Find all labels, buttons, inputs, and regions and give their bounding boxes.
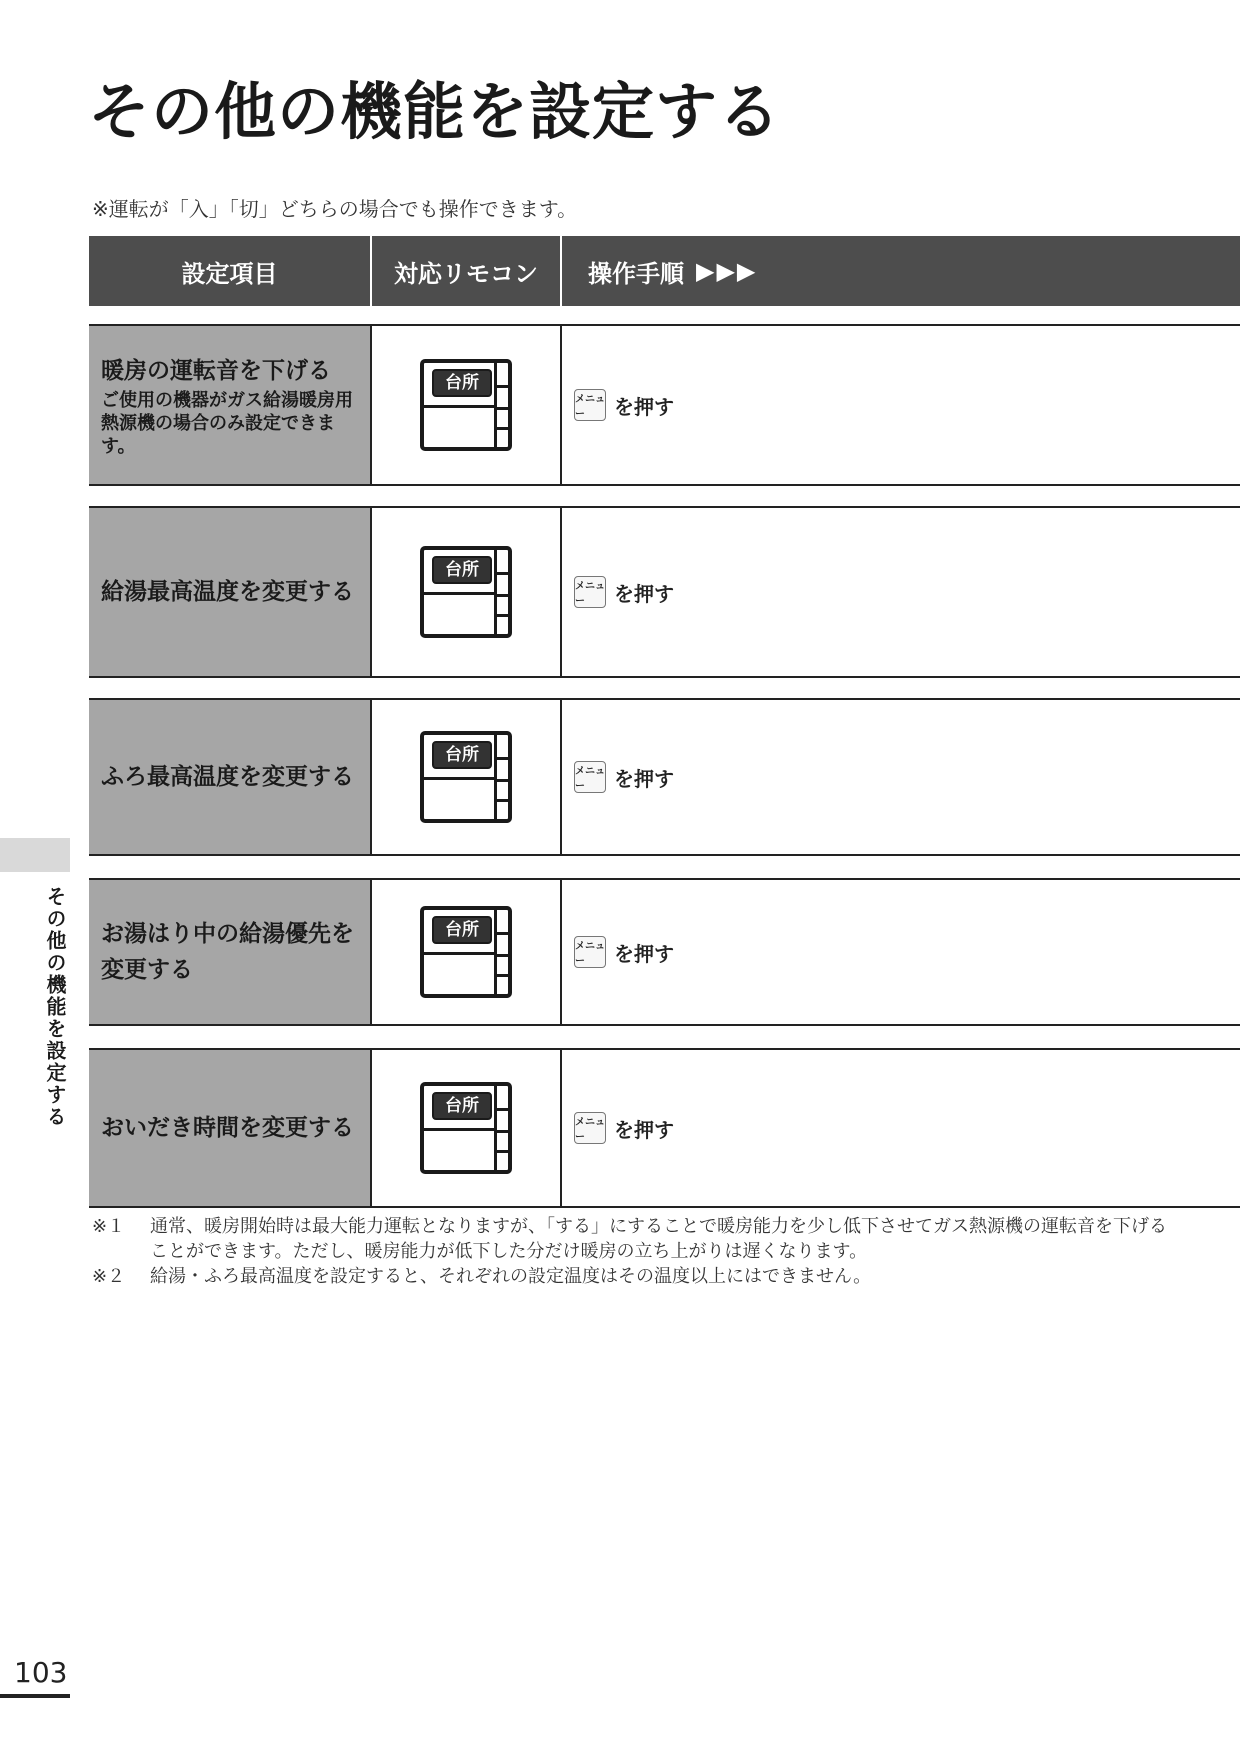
setting-item-cell [89,326,372,484]
setting-item-note: ご使用の機器がガス給湯暖房用熱源機の場合のみ設定できます。 [101,389,353,457]
menu-key-icon: メニュー [574,389,606,421]
remote-display-label: 台所 [432,369,492,397]
setting-item-title: お湯はり中の給湯優先を変更する [101,921,354,983]
remote-cell [372,700,562,854]
remote-cell [372,326,562,484]
kitchen-remote-icon [420,906,512,998]
remote-display-label: 台所 [432,556,492,584]
steps-cell [562,880,1240,1024]
setting-item-title: 給湯最高温度を変更する [101,579,354,605]
step-menu [574,761,674,793]
footnote-mark: ※２ [92,1266,126,1287]
steps-cell [562,700,1240,854]
operation-note: ※運転が「入」「切」どちらの場合でも操作できます。 [92,197,578,221]
footnote [92,1214,1182,1264]
side-section-label: その他の機能を設定する [43,886,67,1128]
setting-item-cell [89,700,372,854]
kitchen-remote-icon [420,359,512,451]
steps-cell [562,508,1240,676]
kitchen-remote-icon [420,1082,512,1174]
step-push-text: を押す [614,766,674,791]
step-menu [574,1112,674,1144]
setting-item-cell [89,880,372,1024]
table-row [89,506,1240,678]
header-item: 設定項目 [89,236,372,306]
header-steps-arrows: ▶▶▶ [696,257,758,285]
table-row [89,698,1240,856]
setting-item-cell [89,1050,372,1206]
step-push-text: を押す [614,394,674,419]
footnotes [92,1214,1182,1289]
step-push-text: を押す [614,1117,674,1142]
table-row [89,324,1240,486]
remote-display-label: 台所 [432,916,492,944]
setting-item-title: ふろ最高温度を変更する [101,764,354,790]
footnote [92,1264,1182,1289]
remote-cell [372,1050,562,1206]
footnote-mark: ※１ [92,1216,126,1237]
table-row [89,878,1240,1026]
page-number-rule [0,1694,70,1698]
step-push-text: を押す [614,941,674,966]
step-menu [574,389,674,421]
menu-key-icon: メニュー [574,936,606,968]
table-header [89,236,1240,306]
remote-display-label: 台所 [432,1092,492,1120]
remote-cell [372,508,562,676]
kitchen-remote-icon [420,546,512,638]
menu-key-icon: メニュー [574,576,606,608]
table-row [89,1048,1240,1208]
setting-item-cell [89,508,372,676]
page-number: 103 [14,1656,68,1689]
header-steps-label: 操作手順 [588,259,684,288]
step-push-text: を押す [614,581,674,606]
footnote-text: 通常、暖房開始時は最大能力運転となりますが、「する」にすることで暖房能力を少し低下させてガス熱源機の運転音を下げることができます。ただし、暖房能力が低下した分だけ暖房の立ち上がりは遅くなります。 [150,1216,1167,1262]
setting-item-title: 暖房の運転音を下げる [101,357,331,384]
remote-display-label: 台所 [432,741,492,769]
page-title: その他の機能を設定する [88,75,782,148]
steps-cell [562,326,1240,484]
side-tab [0,838,70,872]
header-steps [562,236,1240,306]
menu-key-icon: メニュー [574,761,606,793]
steps-cell [562,1050,1240,1206]
step-menu [574,936,674,968]
menu-key-icon: メニュー [574,1112,606,1144]
setting-item-title: おいだき時間を変更する [101,1115,354,1141]
footnote-text: 給湯・ふろ最高温度を設定すると、それぞれの設定温度はその温度以上にはできません。 [150,1266,872,1287]
header-remote: 対応リモコン [372,236,562,306]
kitchen-remote-icon [420,731,512,823]
step-menu [574,576,674,608]
remote-cell [372,880,562,1024]
